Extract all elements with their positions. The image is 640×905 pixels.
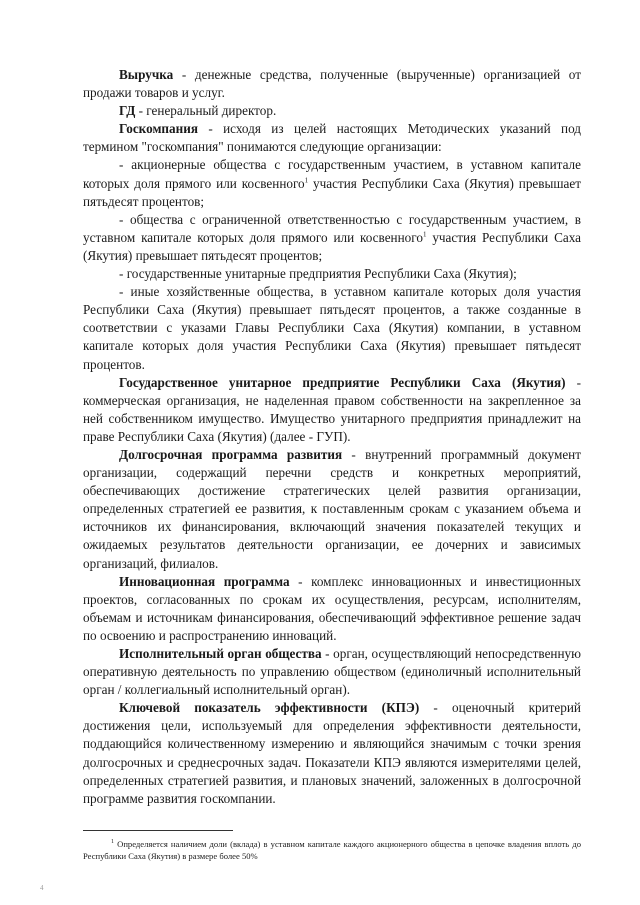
list-item-unitary-text: - государственные унитарные предприятия Республики Саха (Якутия);: [119, 266, 517, 282]
page-number: 4: [40, 884, 44, 892]
footnote-text: Определяется наличием доли (вклада) в уставном капитале каждого акционерного общества в цепочке владения вплоть до Республики Саха (Якутия) в размере более 50%: [83, 839, 581, 861]
list-item-joint-stock: [83, 156, 581, 210]
definition-executive-body-text: - орган, осуществляющий непосредственную оперативную деятельность по управлению обществом (единоличный исполнительный орган / коллегиальный исполнительный орган).: [83, 646, 581, 698]
list-item-unitary: [83, 265, 581, 283]
definition-revenue-text: - денежные средства, полученные (вырученные) организацией от продажи товаров и услуг.: [83, 67, 581, 101]
footnote-ref: 1: [422, 230, 427, 239]
term-gup: Государственное унитарное предприятие Республики Саха (Якутия): [119, 374, 566, 390]
definition-goscompany-text: - исходя из целей настоящих Методических указаний под термином "госкомпания" понимаются следующие организации:: [83, 121, 581, 155]
footnote-divider: [83, 830, 233, 831]
definition-long-term-program: [83, 446, 581, 573]
list-item-other-companies-text: - иные хозяйственные общества, в уставном капитале которых доля участия Республики Саха (Якутия) превышает пятьдесят процентов, а также созданные в соответствии с указами Главы Республики Саха (Якутия) компании, в уставном капитале которых доля участия Республики Саха (Якутия) превышает пятьдесят процентов.: [83, 284, 581, 372]
footnote-ref: 1: [304, 176, 309, 185]
definition-gup: [83, 374, 581, 446]
term-long-term-program: Долгосрочная программа развития: [119, 446, 343, 462]
term-innovation-program: Инновационная программа: [119, 573, 290, 589]
list-item-joint-stock-after: участия Республики Саха (Якутия) превышает пятьдесят процентов;: [83, 175, 581, 209]
list-item-llc-after: участия Республики Саха (Якутия) превышает пятьдесят процентов;: [83, 229, 581, 263]
term-kpi: Ключевой показатель эффективности (КПЭ): [119, 700, 420, 716]
definition-gd-text: - генеральный директор.: [135, 103, 277, 119]
definition-gd: [83, 102, 581, 120]
term-goscompany: Госкомпания: [119, 121, 198, 137]
term-executive-body: Исполнительный орган общества: [119, 646, 322, 661]
document-body: [83, 66, 581, 808]
definition-gup-text: - коммерческая организация, не наделенная правом собственности на закрепленное за ней собственником имущество. Имущество унитарного предприятия принадлежит на праве Республики Саха (Якутия) (далее - ГУП).: [83, 374, 581, 444]
definition-kpi-text: - оценочный критерий достижения цели, используемый для определения эффективности деятельности, поддающийся количественному измерению и являющийся значимым с точки зрения долгосрочных и среднесрочных задач. Показатели КПЭ являются измерителями целей, определенных стратегией развития, и плановых значений, заложенных в долгосрочной программе развития госкомпании.: [83, 700, 581, 806]
definition-long-term-program-text: - внутренний программный документ организации, содержащий перечни средств и конкретных мероприятий, обеспечивающих достижение стратегических целей развития организации, определенных стратегией ее развития, к поставленным срокам с указанием объема и источников их финансирования, включающий значения показателей текущих и ожидаемых результатов деятельности организации, ее дочерних и зависимых организаций, филиалов.: [83, 446, 581, 571]
footnote-marker: 1: [111, 839, 114, 846]
definition-innovation-program-text: - комплекс инновационных и инвестиционных проектов, согласованных по срокам их осуществления, ресурсам, исполнителям, объемам и источникам финансирования, обеспечивающий эффективное решение задач по освоению и распространению инноваций.: [83, 573, 581, 643]
list-item-other-companies: [83, 283, 581, 373]
list-item-llc: [83, 211, 581, 265]
footnote: [83, 838, 581, 862]
definition-kpi: [83, 699, 581, 808]
definition-executive-body: [83, 645, 581, 699]
definition-revenue: [83, 66, 581, 102]
term-gd: ГД: [119, 103, 136, 119]
term-revenue: Выручка: [119, 67, 174, 82]
list-item-llc-text: - общества с ограниченной ответственностью с государственным участием, в уставном капитале которых доля прямого или косвенного: [83, 211, 581, 245]
definition-goscompany: [83, 120, 581, 156]
definition-innovation-program: [83, 573, 581, 645]
list-item-joint-stock-text: - акционерные общества с государственным участием, в уставном капитале которых доля прямого или косвенного: [83, 157, 581, 191]
